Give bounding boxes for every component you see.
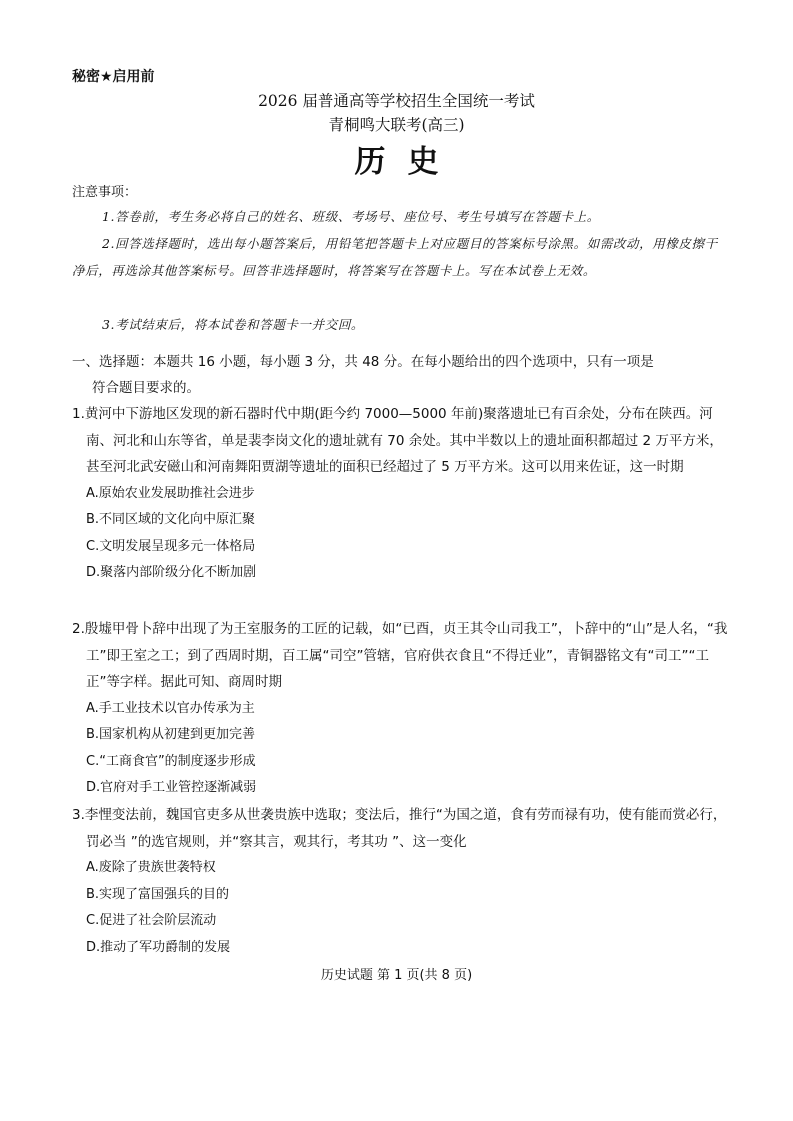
exam-subtitle: 青桐鸣大联考(高三) <box>328 116 465 134</box>
question-stem: 3.李悝变法前，魏国官吏多从世袭贵族中选取；变法后，推行“为国之道，食有劳而禄有功，使有能而赏必行，罚必当 ”的选官规则，并“察其言，观其行，考其功 ”、这一变化 <box>72 807 727 850</box>
section-heading-line: 符合题目要求的。 <box>92 380 200 396</box>
question-1 <box>72 401 730 587</box>
question-option: B.不同区域的文化向中原汇聚 <box>86 512 256 527</box>
question-stem: 1.黄河中下游地区发现的新石器时代中期(距今约 7000—5000 年前)聚落遗址已有百余处，分布在陕西。河南、河北和山东等省，单是裴李岗文化的遗址就有 70 余处。其中半数以上的遗址面积都超过 2 万平方米，甚至河北武安磁山和河南舞阳贾湖等遗址的面积已经超过了 5 万平方米。这可以用来佐证，这一时期 <box>72 406 723 475</box>
question-option: A.手工业技术以官办传承为主 <box>86 700 255 716</box>
question-option: B.国家机构从初建到更加完善 <box>86 727 256 742</box>
section-heading-line: 一、选择题：本题共 16 小题，每小题 3 分，共 48 分。在每小题给出的四个选项中，只有一项是 <box>72 354 654 370</box>
section-heading <box>72 349 727 401</box>
note-item: 2.回答选择题时，选出每小题答案后，用铅笔把答题卡上对应题目的答案标号涂黑。如需改动，用橡皮擦干净后，再选涂其他答案标号。回答非选择题时，将答案写在答题卡上。写在本试卷上无效。 <box>72 236 718 278</box>
note-item: 1.答卷前，考生务必将自己的姓名、班级、考场号、座位号、考生号填写在答题卡上。 <box>102 209 600 224</box>
question-option: C.文明发展呈现多元一体格局 <box>86 538 256 554</box>
notes-heading: 注意事项： <box>72 185 138 200</box>
subject-title: 历史 <box>354 144 461 180</box>
question-option: B.实现了富国强兵的目的 <box>86 886 230 902</box>
question-option: D.推动了军功爵制的发展 <box>86 939 231 955</box>
question-option: C.“工商食官”的制度逐步形成 <box>86 753 256 769</box>
question-3 <box>72 802 730 961</box>
exam-title: 2026 届普通高等学校招生全国统一考试 <box>258 92 535 110</box>
confidential-mark: 秘密★启用前 <box>72 69 155 85</box>
page-footer: 历史试题 第 1 页(共 8 页) <box>320 968 473 983</box>
question-stem: 2.殷墟甲骨卜辞中出现了为王室服务的工匠的记载，如“已酉，贞王其令山司我工”，卜辞中的“山”是人名，“我工”即王室之工；到了西周时期，百工属“司空”管辖，官府供衣食且“不得迁业”，青铜器铭文有“司工”“工正”等字样。据此可知、商周时期 <box>72 621 728 690</box>
question-option: C.促进了社会阶层流动 <box>86 913 217 928</box>
question-option: A.原始农业发展助推社会进步 <box>86 485 255 501</box>
note-item: 3.考试结束后，将本试卷和答题卡一并交回。 <box>102 317 365 332</box>
question-option: D.聚落内部阶级分化不断加剧 <box>86 565 257 580</box>
question-2 <box>72 616 730 802</box>
question-option: D.官府对手工业管控逐渐减弱 <box>86 780 257 795</box>
question-option: A.废除了贵族世袭特权 <box>86 860 216 875</box>
